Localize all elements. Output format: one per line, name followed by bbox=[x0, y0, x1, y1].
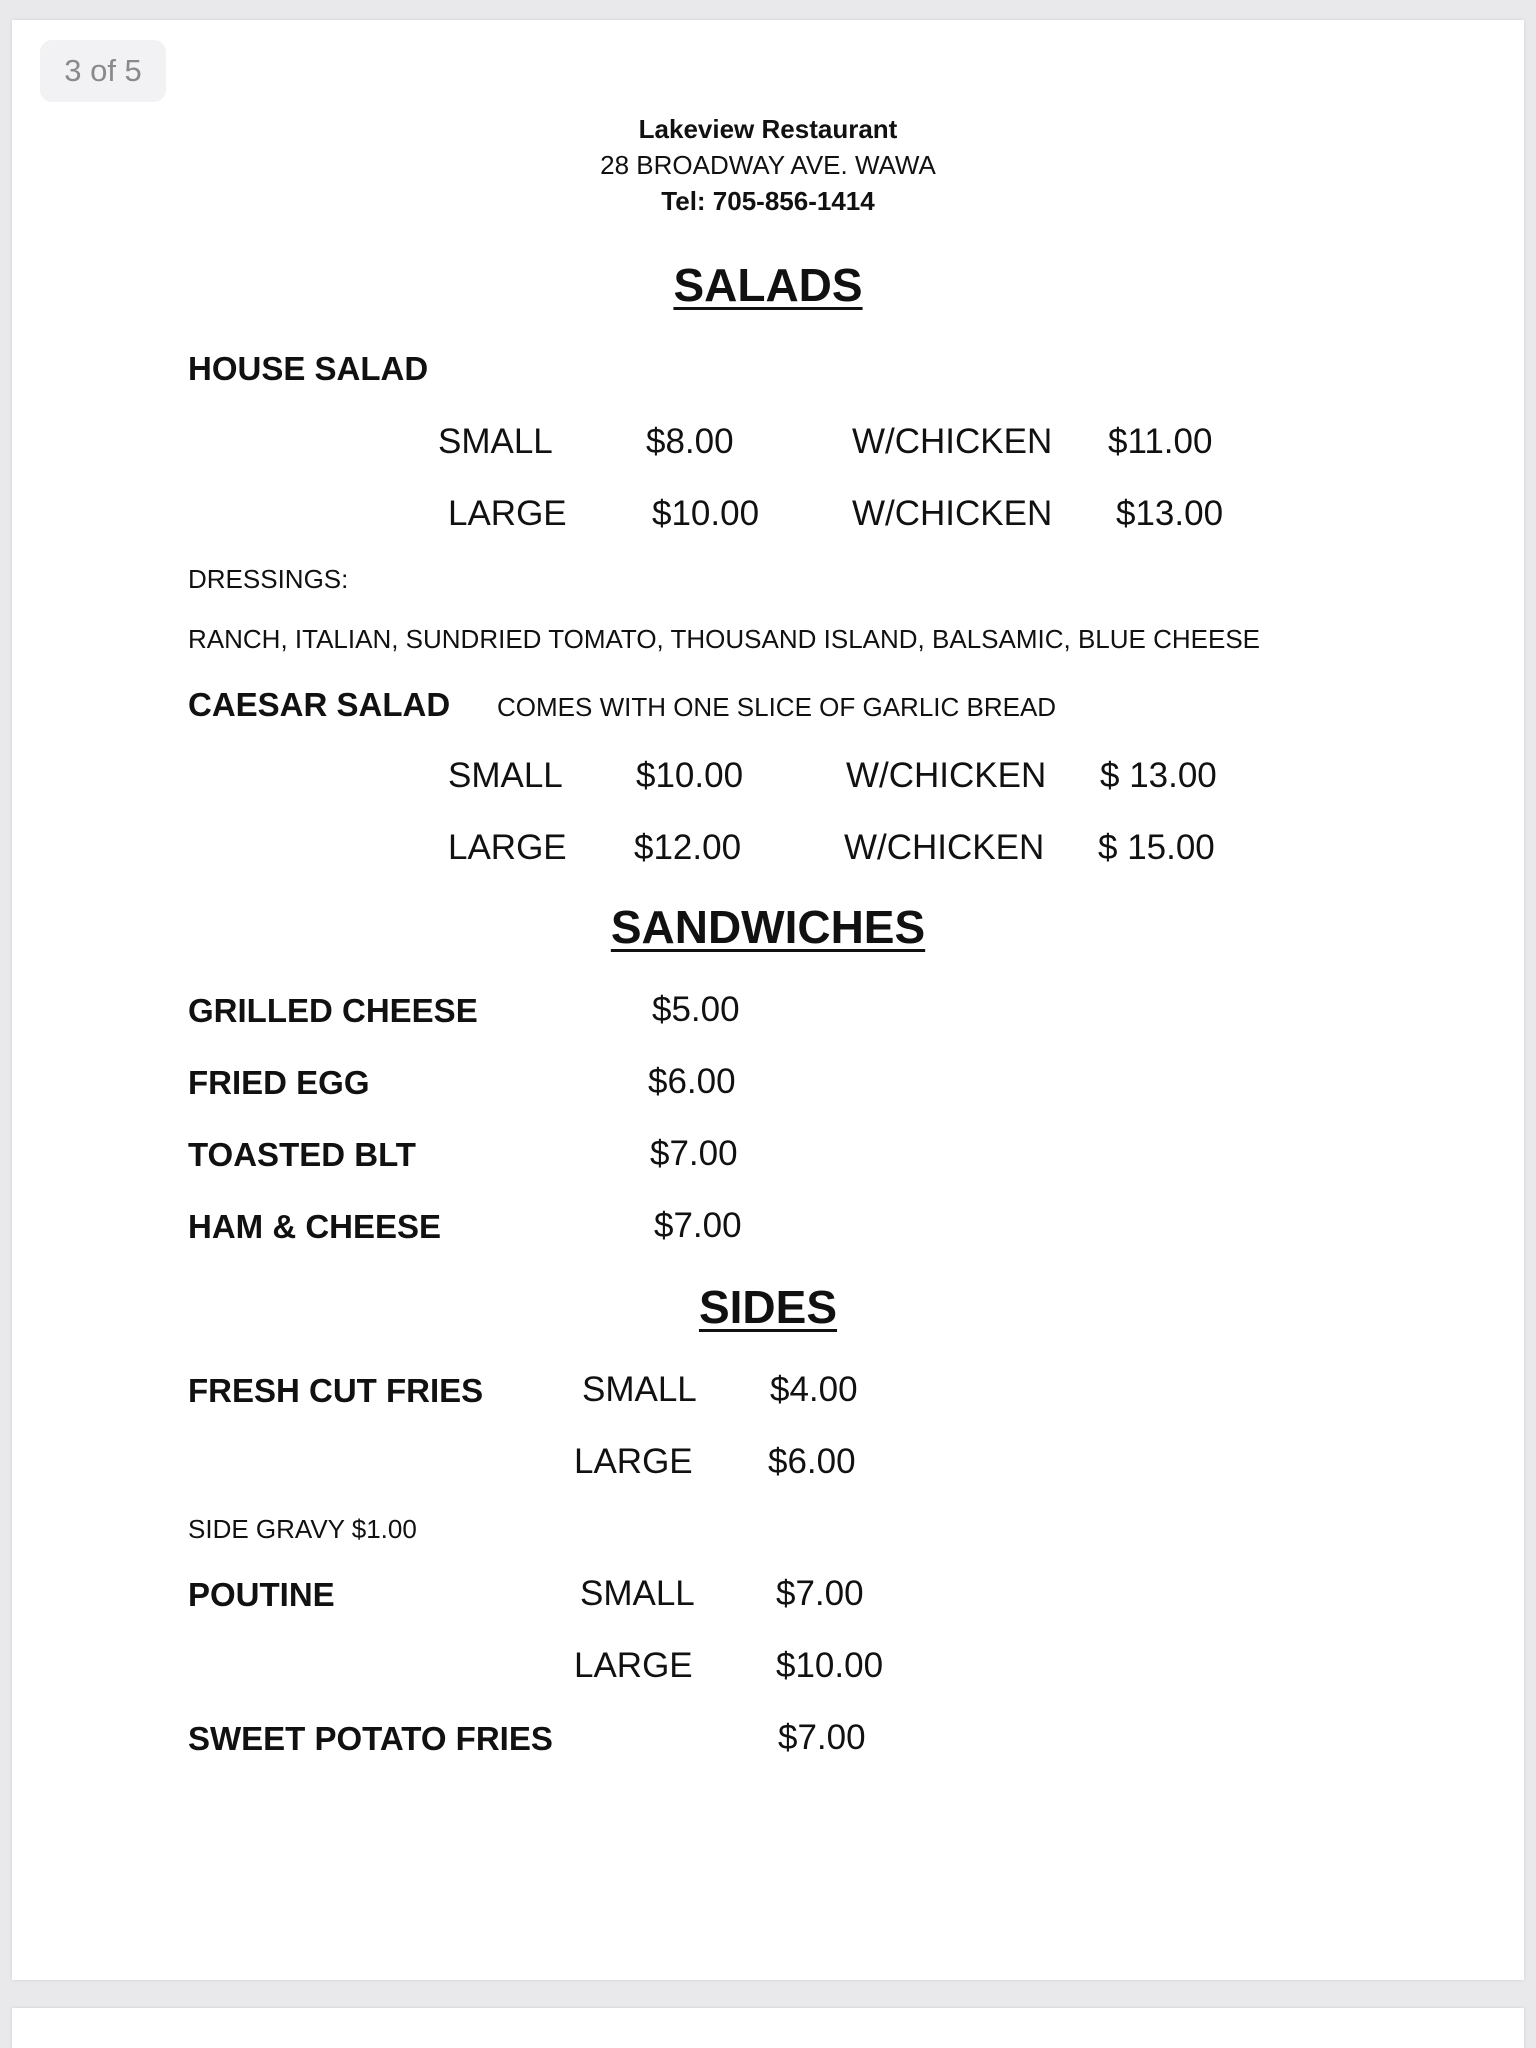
fries-small-size: SMALL bbox=[582, 1370, 697, 1409]
house-salad-small-price: $8.00 bbox=[646, 422, 734, 461]
sandwiches-title-wrap bbox=[0, 901, 1536, 953]
salads-title: SALADS bbox=[673, 259, 863, 311]
caesar-small-price: $10.00 bbox=[636, 756, 744, 795]
house-salad-name: HOUSE SALAD bbox=[188, 350, 429, 387]
house-salad-large-chicken-price: $13.00 bbox=[1116, 494, 1224, 533]
caesar-large-chicken-label: W/CHICKEN bbox=[844, 828, 1045, 867]
caesar-salad-name: CAESAR SALAD bbox=[188, 686, 451, 723]
house-salad-small-chicken-label: W/CHICKEN bbox=[852, 422, 1053, 461]
sandwich-name: FRIED EGG bbox=[188, 1064, 370, 1101]
poutine-small-size: SMALL bbox=[580, 1574, 695, 1613]
poutine-name: POUTINE bbox=[188, 1576, 335, 1613]
caesar-large-chicken-price: $ 15.00 bbox=[1098, 828, 1215, 867]
sides-title-wrap bbox=[0, 1281, 1536, 1333]
caesar-small-chicken-label: W/CHICKEN bbox=[846, 756, 1047, 795]
restaurant-phone: Tel: 705-856-1414 bbox=[661, 186, 875, 216]
caesar-large-size: LARGE bbox=[448, 828, 567, 867]
sweet-potato-fries-price: $7.00 bbox=[778, 1718, 866, 1757]
sandwich-price: $6.00 bbox=[648, 1062, 736, 1101]
dressings-list: RANCH, ITALIAN, SUNDRIED TOMATO, THOUSAND ISLAND, BALSAMIC, BLUE CHEESE bbox=[188, 624, 1261, 654]
fries-large-size: LARGE bbox=[574, 1442, 693, 1481]
sandwich-name: HAM & CHEESE bbox=[188, 1208, 442, 1245]
caesar-salad-note: COMES WITH ONE SLICE OF GARLIC BREAD bbox=[497, 692, 1057, 722]
sandwich-name: GRILLED CHEESE bbox=[188, 992, 478, 1029]
restaurant-address: 28 BROADWAY AVE. WAWA bbox=[600, 150, 936, 180]
caesar-large-price: $12.00 bbox=[634, 828, 742, 867]
fresh-cut-fries-name: FRESH CUT FRIES bbox=[188, 1372, 484, 1409]
house-salad-large-chicken-label: W/CHICKEN bbox=[852, 494, 1053, 533]
caesar-small-chicken-price: $ 13.00 bbox=[1100, 756, 1217, 795]
poutine-large-size: LARGE bbox=[574, 1646, 693, 1685]
sandwich-name: TOASTED BLT bbox=[188, 1136, 416, 1173]
fries-small-price: $4.00 bbox=[770, 1370, 858, 1409]
house-salad-small-chicken-price: $11.00 bbox=[1108, 422, 1213, 461]
salads-title-wrap bbox=[0, 259, 1536, 311]
poutine-small-price: $7.00 bbox=[776, 1574, 864, 1613]
page-indicator: 3 of 5 bbox=[40, 40, 166, 102]
poutine-large-price: $10.00 bbox=[776, 1646, 884, 1685]
restaurant-name: Lakeview Restaurant bbox=[638, 114, 898, 144]
house-salad-large-price: $10.00 bbox=[652, 494, 760, 533]
fries-large-price: $6.00 bbox=[768, 1442, 856, 1481]
house-salad-small-size: SMALL bbox=[438, 422, 553, 461]
sandwiches-title: SANDWICHES bbox=[610, 901, 926, 953]
sandwich-price: $7.00 bbox=[654, 1206, 742, 1245]
sweet-potato-fries-name: SWEET POTATO FRIES bbox=[188, 1720, 553, 1757]
caesar-small-size: SMALL bbox=[448, 756, 563, 795]
dressings-label: DRESSINGS: bbox=[188, 564, 349, 594]
side-gravy-note: SIDE GRAVY $1.00 bbox=[188, 1514, 417, 1544]
sandwich-price: $5.00 bbox=[652, 990, 740, 1029]
house-salad-large-size: LARGE bbox=[448, 494, 567, 533]
sandwich-price: $7.00 bbox=[650, 1134, 738, 1173]
next-document-page bbox=[12, 2008, 1524, 2048]
sides-title: SIDES bbox=[698, 1281, 838, 1333]
